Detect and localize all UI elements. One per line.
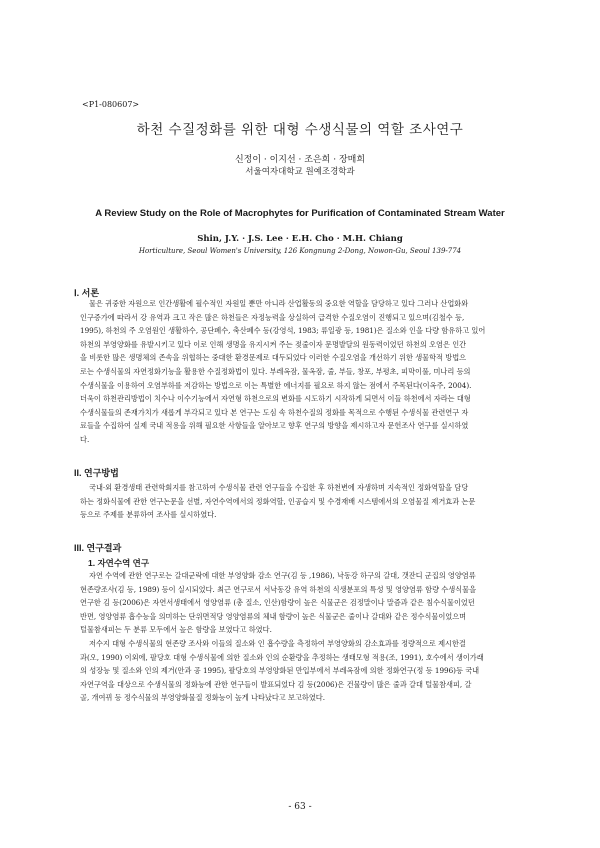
korean-authors: 신정이 · 이지선 · 조은희 · 장매희 — [234, 155, 366, 165]
results-subheading: 1. 자연수역 연구 — [88, 558, 150, 568]
intro-line: 하천의 부영양화를 유발시키고 있다 이로 인해 생명을 유지시켜 주는 젖줄이자 문명발달의 원동력이었던 하천의 오염은 인간 — [80, 339, 467, 349]
results-heading: III. 연구결과 — [74, 543, 122, 553]
methods-line: 등으로 주제를 분류하여 조사를 실시하였다. — [80, 510, 217, 520]
intro-line: 1995), 하천의 주 오염원인 생활하수, 공단폐수, 축산폐수 등(강영석, 1983; 류일광 등, 1981)은 질소와 인을 다량 함유하고 있어 — [80, 326, 486, 336]
intro-line: 더욱이 하천관리방법이 치수나 이수기능에서 자연형 하천으로의 변화를 시도하기 시작하게 되면서 이들 하천에서 자라는 대형 — [80, 394, 471, 404]
methods-heading: II. 연구방법 — [74, 468, 119, 478]
paper-code: <P1-080607> — [82, 100, 140, 109]
korean-title: 하천 수질정화를 위한 대형 수생식물의 역할 조사연구 — [136, 122, 464, 138]
intro-line: 인구증가에 따라서 강 유역과 크고 작은 많은 하천들은 자정능력을 상실하여 급격한 수질오염이 진행되고 있으며(김철수 등, — [80, 312, 465, 322]
results-line: 자연구역을 대상으로 수생식물의 정화능에 관한 연구들이 발표되었다 김 등(2006)은 건물량이 많은 줄과 갈대 털물참새피, 갈 — [80, 679, 472, 689]
results-line: 의 성장능 및 질소와 인의 제거(안과 공 1995), 팔당호의 부영양화된 만입부에서 부레옥잠에 의한 정화연구(정 등 1996)등 국내 — [80, 666, 480, 676]
intro-line: 을 비롯한 많은 생명체의 존속을 위협하는 중대한 환경문제로 대두되었다 이러한 수질오염을 개선하기 위한 생물학적 방법으 — [80, 353, 467, 363]
intro-line: 료들을 수집하여 실제 국내 적용을 위해 필요한 사항들을 알아보고 향후 연구의 방향을 제시하고자 문헌조사 연구를 실시하였 — [80, 421, 469, 431]
intro-line: 수생식물들의 존재가치가 새롭게 부각되고 있다 본 연구는 도심 속 하천수질의 정화를 목적으로 수행된 수생식물 관련연구 자 — [80, 407, 469, 417]
intro-line: 다. — [80, 434, 90, 444]
korean-affiliation: 서울여자대학교 원예조경학과 — [245, 167, 355, 177]
english-authors: Shin, J.Y. · J.S. Lee · E.H. Cho · M.H. Chiang — [197, 234, 403, 244]
results-line: 과(오, 1990) 이외에, 팔당호 대형 수생식물에 의한 질소와 인의 순환량을 추정하는 생태모형 적용(조, 1991), 호수에서 생이가래 — [80, 652, 484, 662]
methods-line: 국내·외 환경생태 관련학회지를 참고하여 수생식물 관련 연구들을 수집한 후 하천변에 자생하며 지속적인 정화역할을 담당 — [89, 483, 469, 492]
english-title: A Review Study on the Role of Macrophytes for Purification of Contaminated Stream Water — [95, 208, 505, 219]
page-number: - 63 - — [288, 802, 312, 812]
english-affiliation: Horticulture, Seoul Women's University, 126 Kongnung 2-Dong, Nowon-Gu, Seoul 139-774 — [138, 247, 462, 255]
results-line: 저수지 대형 수생식물의 현존량 조사와 이들의 질소와 인 흡수량을 측정하여 부영양화의 감소효과를 정량적으로 제시한결 — [89, 638, 466, 648]
intro-paragraph — [80, 297, 518, 447]
results-paragraph — [80, 569, 518, 705]
intro-line: 로는 수생식물의 자연정화기능을 활용한 수질정화법이 있다. 부레옥잠, 물옥잠, 줄, 부들, 창포, 부평초, 피막이풀, 미나리 등의 — [80, 366, 471, 376]
results-line: 현존량조사(김 등, 1989) 등이 실시되었다. 최근 연구로서 서낙동강 유역 하천의 식생분포의 특성 및 영양염류 함량 수생식물을 — [80, 584, 477, 594]
methods-paragraph — [80, 481, 518, 522]
results-line: 연구한 김 등(2006)은 자연서생태에서 영양염류 (총 질소, 인산)함량이 높은 식물군은 검정말이나 말즘과 같은 침수식물이었던 — [80, 598, 475, 608]
intro-line: 물은 귀중한 자원으로 인간생활에 필수적인 자원일 뿐만 아니라 산업활동의 중요한 역할을 담당하고 있다 그러나 산업화와 — [89, 299, 469, 308]
results-line: 자연 수역에 관한 연구로는 갈대군락에 대한 부영양화 감소 연구(김 등 ,1986), 낙동강 하구의 갈대, 갯잔디 군집의 영양염류 — [89, 571, 476, 580]
intro-line: 수생식물을 이용하여 오염부하를 저감하는 방법으로 이는 특별한 에너지를 필요로 하지 않는 점에서 주목된다(이옥주, 2004). — [80, 380, 472, 390]
methods-line: 하는 정화식물에 관한 연구논문을 선별, 자연수역에서의 정화역할, 인공습지 및 수경재배 시스템에서의 오염물질 제거효과 논문 — [80, 496, 476, 506]
results-line: 골, 개여뀌 등 정수식물의 부영양화물질 정화능이 높게 나타났다고 보고하였다. — [80, 693, 326, 703]
results-line: 반면, 영양염류 흡수능을 의미하는 단위면적당 영양염류의 체내 함량이 높은 식물군은 줄이나 갈대와 같은 정수식물이었으며 — [80, 611, 467, 621]
results-line: 털물참새피는 두 분류 모두에서 높은 함량을 보였다고 하였다. — [80, 625, 272, 635]
intro-heading: Ⅰ. 서론 — [74, 288, 100, 298]
